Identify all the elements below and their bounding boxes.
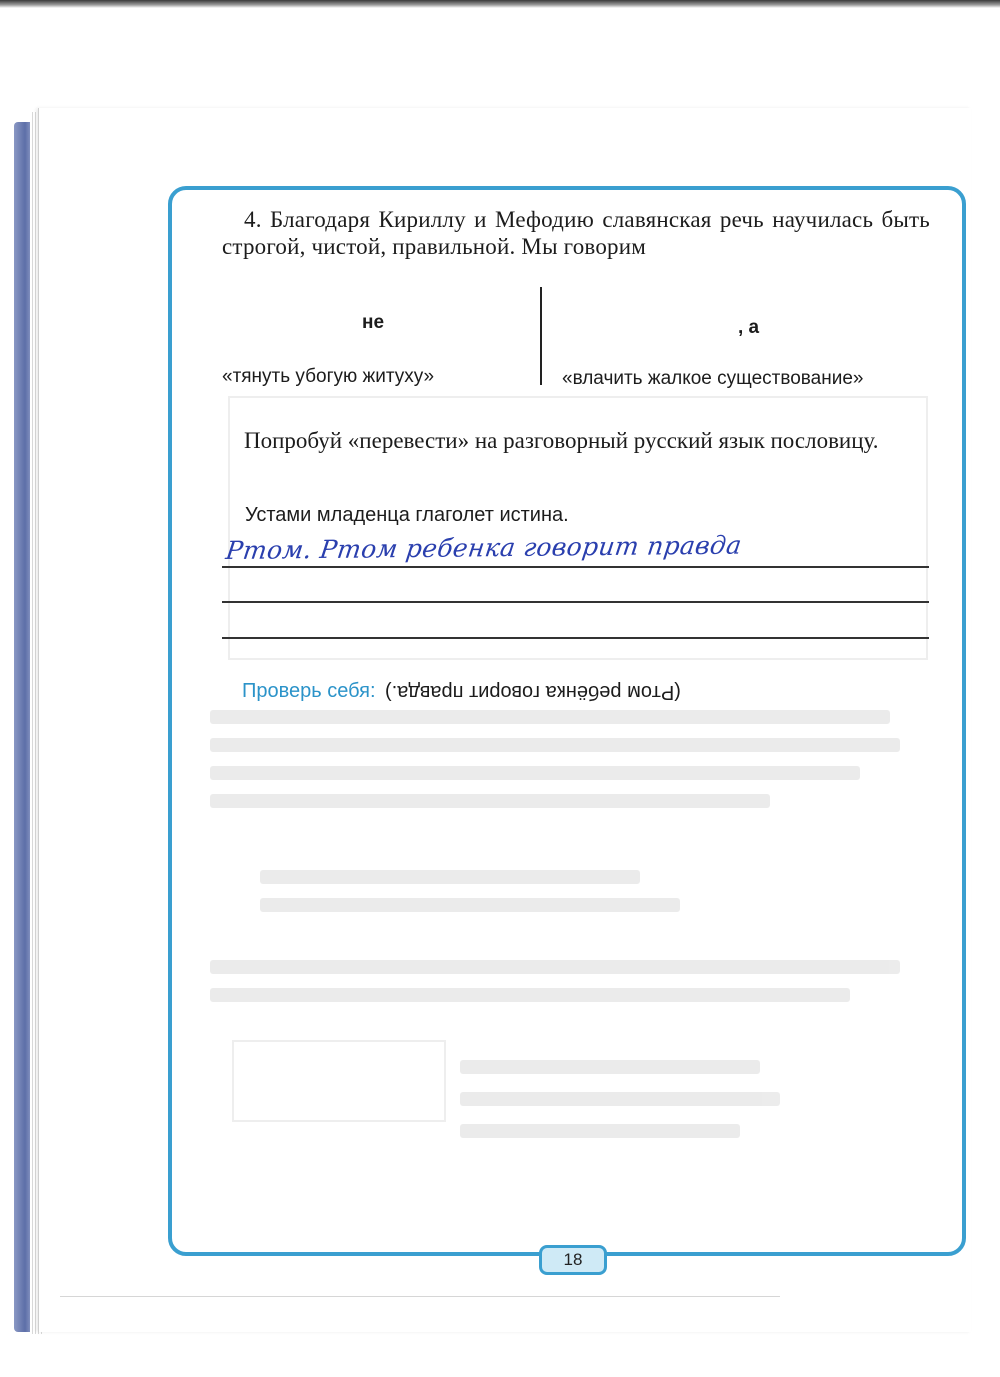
left-word: не (362, 312, 385, 333)
scan-edge-shadow (0, 0, 1000, 8)
self-check (242, 680, 681, 703)
answer-line (222, 637, 929, 639)
task-instruction: Попробуй «перевести» на разговорный русский язык пословицу. (244, 428, 879, 453)
answer-line (222, 566, 929, 568)
proverb-text: Устами младенца глаголет истина. (245, 504, 569, 526)
handwritten-answer: Ртом. Ртом ребенка говорит правда (224, 530, 744, 565)
page-under-edge (60, 1296, 780, 1327)
left-phrase: «тянуть убогую житуху» (222, 366, 435, 387)
answer-line (222, 601, 929, 603)
right-phrase: «влачить жалкое существование» (562, 368, 864, 389)
column-divider (540, 287, 542, 385)
self-check-label: Проверь себя: (242, 680, 376, 702)
self-check-answer: (Ртом ребёнка говорит правда.) (385, 681, 681, 703)
page-number: 18 (539, 1245, 607, 1275)
right-word: , а (738, 317, 760, 338)
exercise-frame (168, 186, 966, 1256)
exercise-text: 4. Благодаря Кириллу и Мефодию славянская речь научилась быть строгой, чистой, правильной. Мы говорим (222, 207, 930, 259)
